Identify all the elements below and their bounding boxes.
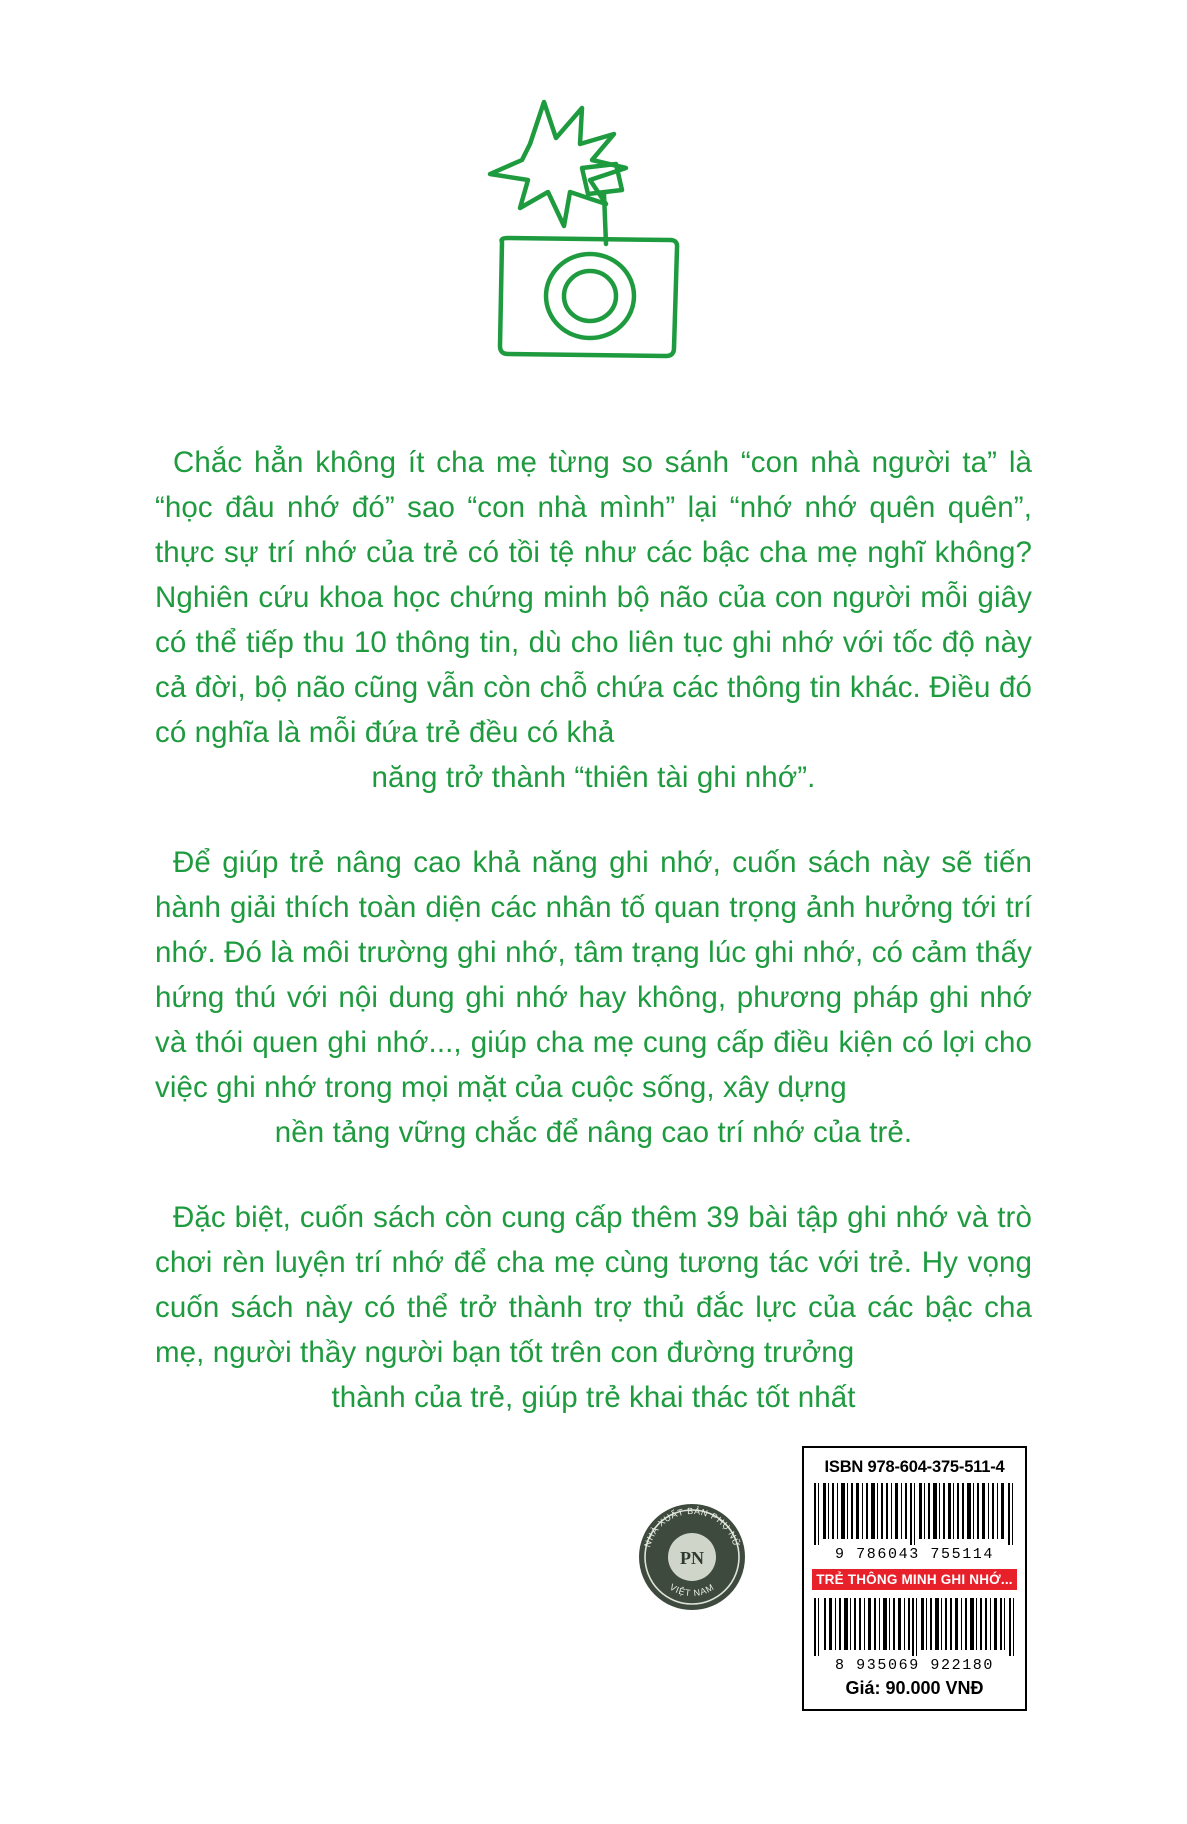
svg-text:VIỆT NAM: VIỆT NAM (668, 1581, 716, 1599)
isbn-barcode-digits: 9 786043 755114 (834, 1546, 995, 1563)
title-band: TRẺ THÔNG MINH GHI NHỚ... (812, 1569, 1017, 1590)
isbn-barcode-image (812, 1483, 1017, 1545)
blurb-paragraph-3-main: Đặc biệt, cuốn sách còn cung cấp thêm 39 bài tập ghi nhớ và trò chơi rèn luyện trí nhớ để cha mẹ cùng tương tác với trẻ. Hy vọng cuốn sách này có thể trở thành trợ thủ đắc lực của các bậc cha mẹ, người thầy người bạn tốt trên con đường trưởng (155, 1201, 1032, 1369)
blurb-paragraph-2 (155, 840, 1032, 1155)
blurb-paragraph-1-tail: năng trở thành “thiên tài ghi nhớ”. (371, 761, 816, 794)
camera-illustration (0, 88, 1187, 378)
ean-barcode-digits: 8 935069 922180 (834, 1657, 995, 1674)
blurb-paragraph-1 (155, 440, 1032, 800)
svg-text:NHÀ XUẤT BẢN PHỤ NỮ: NHÀ XUẤT BẢN PHỤ NỮ (642, 1505, 742, 1549)
camera-icon (464, 88, 724, 378)
blurb-paragraph-3-tail: thành của trẻ, giúp trẻ khai thác tốt nhất (331, 1381, 856, 1414)
publisher-seal-icon (637, 1502, 747, 1612)
publisher-seal (637, 1502, 747, 1612)
isbn-label: ISBN 978-604-375-511-4 (824, 1458, 1005, 1476)
barcode-block (802, 1446, 1027, 1711)
blurb-paragraph-2-tail: nền tảng vững chắc để nâng cao trí nhớ của trẻ. (274, 1116, 913, 1149)
blurb-text (155, 440, 1032, 1420)
price-label: Giá: 90.000 VNĐ (845, 1678, 984, 1698)
svg-text:PN: PN (680, 1548, 704, 1568)
ean-barcode-image (812, 1598, 1017, 1656)
blurb-paragraph-3 (155, 1195, 1032, 1420)
blurb-paragraph-2-main: Để giúp trẻ nâng cao khả năng ghi nhớ, cuốn sách này sẽ tiến hành giải thích toàn diện các nhân tố quan trọng ảnh hưởng tới trí nhớ. Đó là môi trường ghi nhớ, tâm trạng lúc ghi nhớ, có cảm thấy hứng thú với nội dung ghi nhớ hay không, phương pháp ghi nhớ và thói quen ghi nhớ..., giúp cha mẹ cung cấp điều kiện có lợi cho việc ghi nhớ trong mọi mặt của cuộc sống, xây dựng (155, 846, 1032, 1104)
blurb-paragraph-1-main: Chắc hẳn không ít cha mẹ từng so sánh “con nhà người ta” là “học đâu nhớ đó” sao “con nhà mình” lại “nhớ nhớ quên quên”, thực sự trí nhớ của trẻ có tồi tệ như các bậc cha mẹ nghĩ không? Nghiên cứu khoa học chứng minh bộ não của con người mỗi giây có thể tiếp thu 10 thông tin, dù cho liên tục ghi nhớ với tốc độ này cả đời, bộ não cũng vẫn còn chỗ chứa các thông tin khác. Điều đó có nghĩa là mỗi đứa trẻ đều có khả (155, 446, 1032, 749)
